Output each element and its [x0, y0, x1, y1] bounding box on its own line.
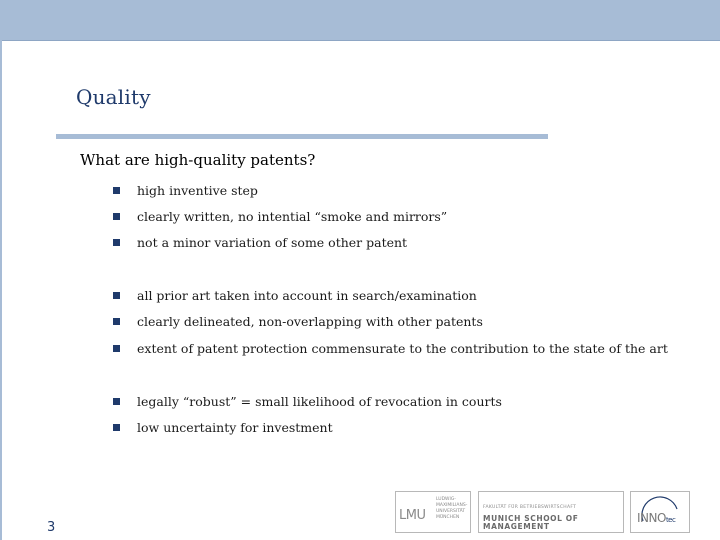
bullet-text: low uncertainty for investment: [137, 420, 333, 435]
lmu-subtext: LUDWIG- MAXIMILIANS- UNIVERSITÄT MÜNCHEN: [436, 497, 468, 520]
bullet-text: not a minor variation of some other patent: [137, 235, 408, 250]
lmu-wordmark: LMU: [399, 508, 426, 523]
innotec-sub-text: tec: [665, 516, 676, 524]
bullet-square-icon: [113, 318, 120, 325]
bullet-item: [113, 312, 483, 332]
header-band: [0, 0, 720, 41]
bullet-square-icon: [113, 398, 120, 405]
munich-school-logo: [478, 491, 624, 533]
bullet-item: [113, 339, 668, 359]
page-number: 3: [47, 520, 56, 535]
slide-title: Quality: [76, 85, 151, 109]
bullet-square-icon: [113, 213, 120, 220]
bullet-text: high inventive step: [137, 183, 258, 198]
bullet-square-icon: [113, 187, 120, 194]
left-border: [0, 40, 2, 540]
bullet-text: clearly written, no intential “smoke and mirrors”: [137, 209, 448, 224]
bullet-square-icon: [113, 292, 120, 299]
innotec-main-text: INNO: [637, 511, 666, 525]
bullet-item: [113, 392, 502, 412]
lmu-logo: [395, 491, 471, 533]
bullet-item: [113, 207, 447, 227]
msm-name-line2: MANAGEMENT: [483, 522, 550, 531]
bullet-item: [113, 181, 258, 201]
bullet-text: all prior art taken into account in search/examination: [137, 288, 477, 303]
bullet-text: legally “robust” = small likelihood of revocation in courts: [137, 394, 502, 409]
bullet-item: [113, 233, 407, 253]
bullet-square-icon: [113, 345, 120, 352]
bullet-item: [113, 286, 477, 306]
msm-name-line1: MUNICH SCHOOL OF: [483, 514, 579, 523]
title-underline: [56, 134, 548, 139]
bullet-item: [113, 418, 333, 438]
innotec-wordmark: [637, 511, 675, 525]
bullet-square-icon: [113, 239, 120, 246]
innotec-logo: [630, 491, 690, 533]
msm-faculty-text: FAKULTÄT FÜR BETRIEBSWIRTSCHAFT: [483, 505, 577, 510]
bullet-square-icon: [113, 424, 120, 431]
slide-question: What are high-quality patents?: [80, 151, 316, 169]
bullet-text: extent of patent protection commensurate to the contribution to the state of the art: [137, 341, 668, 356]
bullet-text: clearly delineated, non-overlapping with other patents: [137, 314, 483, 329]
